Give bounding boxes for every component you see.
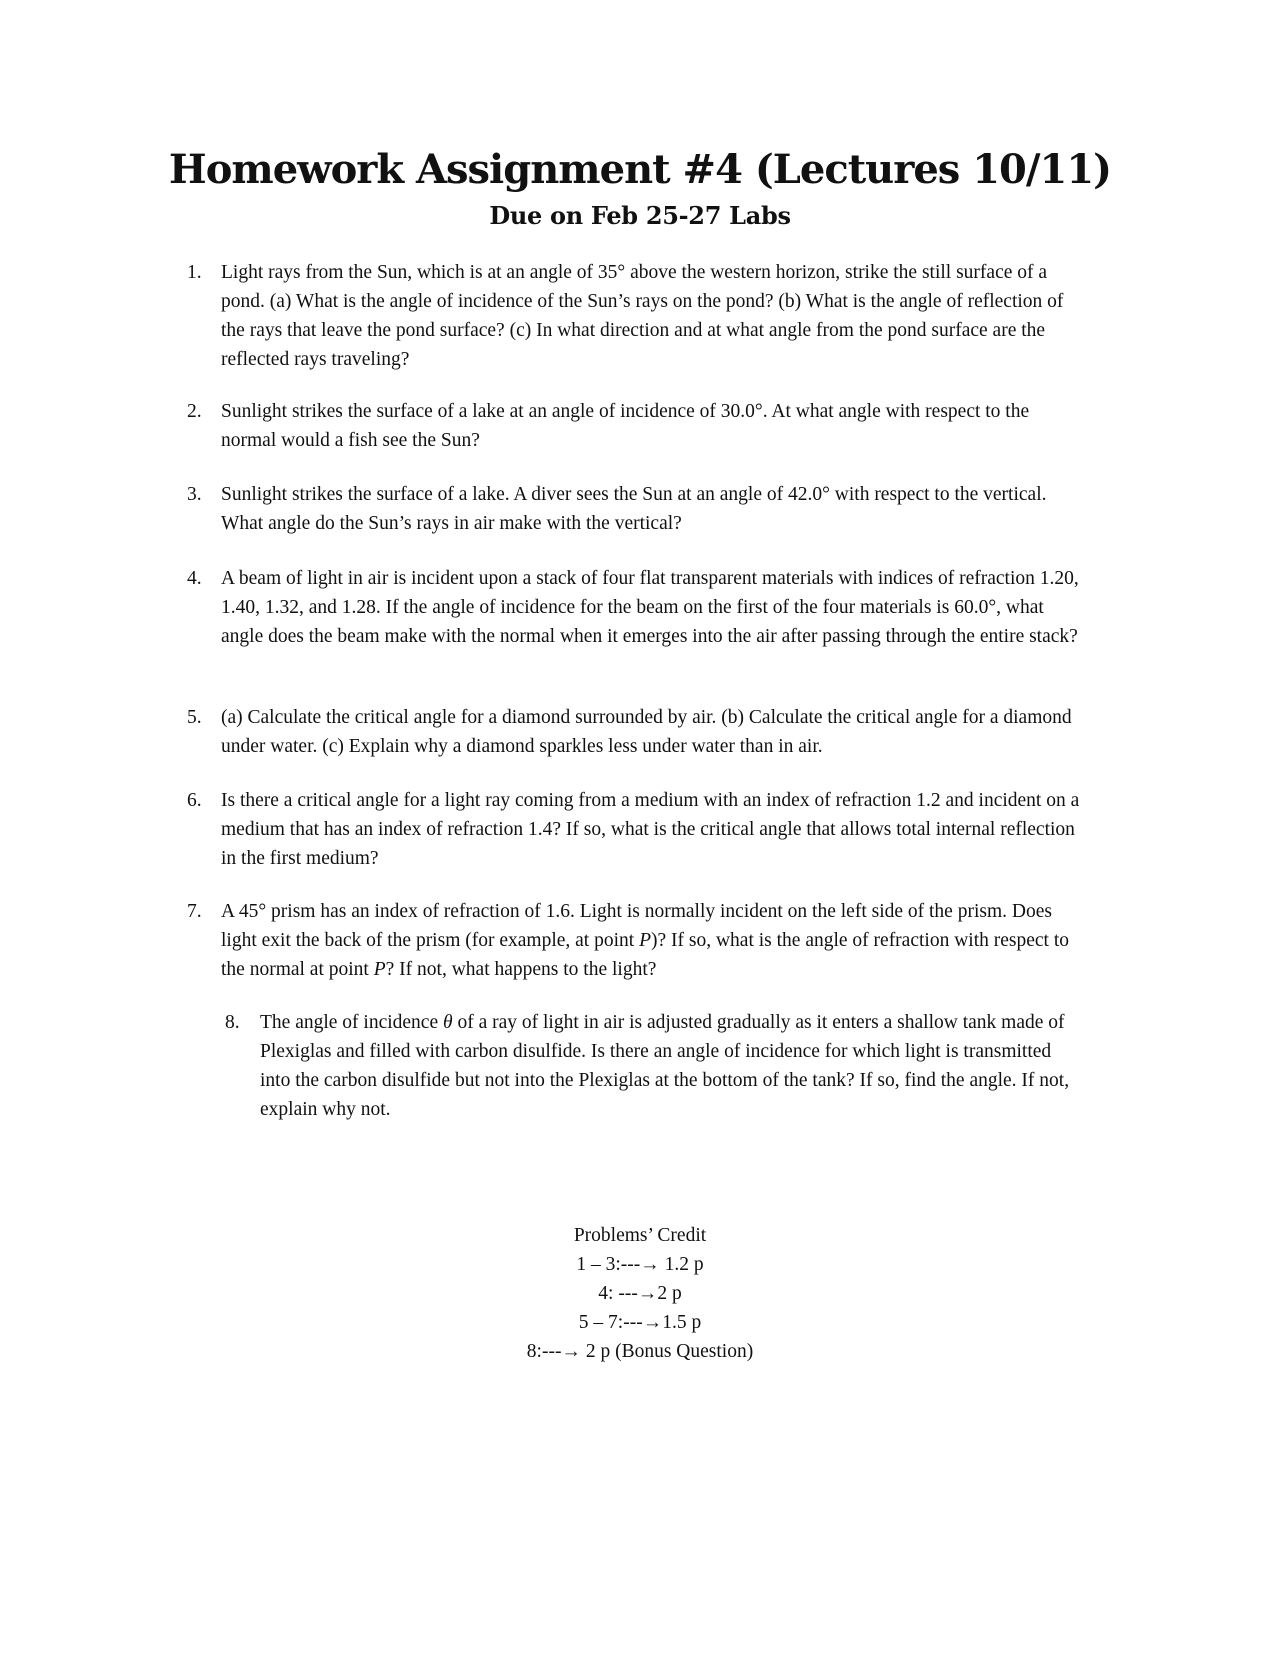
- problem-number: 7.: [187, 901, 202, 922]
- credit-line: 1 – 3:---→ 1.2 p: [576, 1254, 704, 1275]
- problem-item-4: [187, 564, 1081, 651]
- problem-text: Is there a critical angle for a light ray coming from a medium with an index of refraction 1.2 and incident on a medium that has an index of refraction 1.4? If so, what is the critical angle that allows total internal reflection in the first medium?: [221, 790, 1080, 869]
- page-title: Homework Assignment #4 (Lectures 10/11): [168, 146, 1112, 193]
- problem-number: 8.: [225, 1012, 240, 1033]
- problem-number: 1.: [187, 262, 202, 283]
- point-p-variable: P: [373, 959, 386, 980]
- problem-text: Light rays from the Sun, which is at an angle of 35° above the western horizon, strike the still surface of a pond. (a) What is the angle of incidence of the Sun’s rays on the pond? (b) What is the angle of reflection of the rays that leave the pond surface? (c) In what direction and at what angle from the pond surface are the reflected rays traveling?: [221, 262, 1064, 370]
- problem-text: (a) Calculate the critical angle for a diamond surrounded by air. (b) Calculate the critical angle for a diamond under water. (c) Explain why a diamond sparkles less under water than in air.: [221, 707, 1072, 757]
- credit-line: 4: ---→2 p: [598, 1283, 682, 1304]
- credit-line: 5 – 7:---→1.5 p: [578, 1312, 702, 1333]
- theta-variable: θ: [443, 1012, 453, 1033]
- problem-item-2: [187, 397, 1081, 455]
- problem-text: Sunlight strikes the surface of a lake. A diver sees the Sun at an angle of 42.0° with respect to the vertical. What angle do the Sun’s rays in air make with the vertical?: [221, 484, 1047, 534]
- problem-item-1: [187, 258, 1081, 374]
- problem-item-6: [187, 786, 1081, 873]
- problem-text: A 45° prism has an index of refraction of 1.6. Light is normally incident on the left side of the prism. Does light exit the back of the prism (for example, at point P)? If so, what is the angle of refraction with respect to the normal at point P? If not, what happens to the light?: [221, 901, 1069, 980]
- problem-item-5: [187, 703, 1081, 761]
- problem-text: A beam of light in air is incident upon a stack of four flat transparent materials with indices of refraction 1.20, 1.40, 1.32, and 1.28. If the angle of incidence for the beam on the first of the four materials is 60.0°, what angle does the beam make with the normal when it emerges into the air after passing through the entire stack?: [221, 568, 1079, 647]
- problem-number: 6.: [187, 790, 202, 811]
- problem-number: 3.: [187, 484, 202, 505]
- problem-item-8: [225, 1008, 1081, 1124]
- due-date-subtitle: Due on Feb 25-27 Labs: [489, 201, 791, 230]
- credit-heading: Problems’ Credit: [573, 1225, 707, 1246]
- point-p-variable: P: [639, 930, 651, 951]
- problem-text: The angle of incidence θ of a ray of light in air is adjusted gradually as it enters a shallow tank made of Plexiglas and filled with carbon disulfide. Is there an angle of incidence for which light is transmitted into the carbon disulfide but not into the Plexiglas at the bottom of the tank? If so, find the angle. If not, explain why not.: [260, 1012, 1070, 1120]
- problem-item-3: [187, 480, 1081, 538]
- problem-number: 5.: [187, 707, 202, 728]
- problem-number: 4.: [187, 568, 202, 589]
- problem-number: 2.: [187, 401, 202, 422]
- credit-summary: [0, 1221, 1280, 1366]
- credit-line: 8:---→ 2 p (Bonus Question): [526, 1341, 754, 1362]
- problem-text: Sunlight strikes the surface of a lake at an angle of incidence of 30.0°. At what angle with respect to the normal would a fish see the Sun?: [221, 401, 1030, 451]
- problem-item-7: [187, 897, 1081, 984]
